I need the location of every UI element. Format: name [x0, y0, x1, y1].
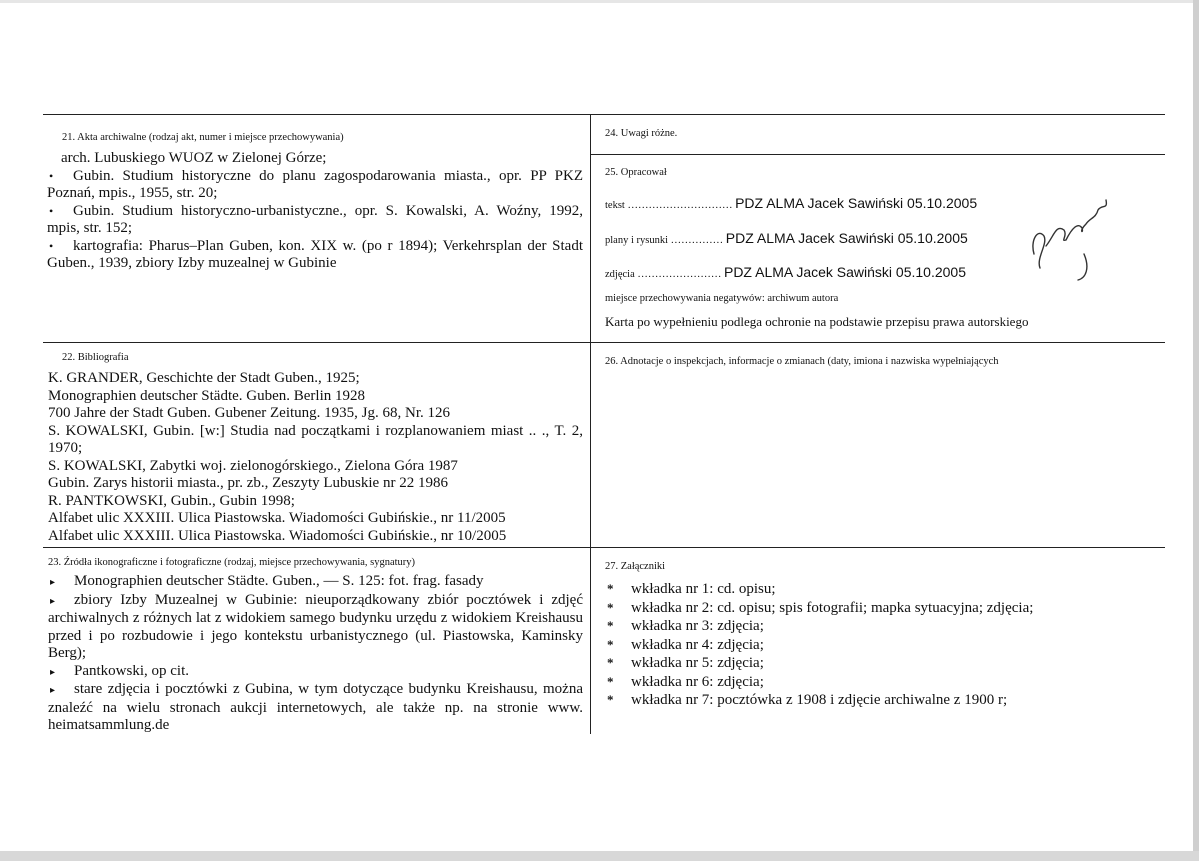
- section-27-header: 27. Załączniki: [605, 561, 666, 572]
- attachment-item: * wkładka nr 7: pocztówka z 1908 i zdjęcie archiwalne z 1900 r;: [607, 692, 1008, 708]
- attachment-item: * wkładka nr 5: zdjęcia;: [607, 655, 764, 671]
- credit-row-plans: plany i rysunki …………… PDZ ALMA Jacek Sawiński 05.10.2005: [605, 230, 968, 246]
- copyright-notice: Karta po wypełnieniu podlega ochronie na podstawie przepisu prawa autorskiego: [605, 314, 1029, 329]
- bibliography-entry: Alfabet ulic XXXIII. Ulica Piastowska. Wiadomości Gubińskie., nr 10/2005: [48, 527, 507, 544]
- section-23-body: [48, 573, 583, 735]
- bibliography-entry: S. KOWALSKI, Gubin. [w:] Studia nad początkami i rozplanowaniem miast .. ., T. 2, 1970;: [48, 422, 583, 456]
- bullet-star-icon: *: [607, 655, 614, 670]
- list-item: ▸ zbiory Izby Muzealnej w Gubinie: nieuporządkowany zbiór pocztówek i zdjęć archiwalnych z różnych lat z widokiem samego budynku urzędu z widokiem Kreishausu przed i po rozbudowie i jego kontekstu urbanistycznego (ul. Piastowska, Kaminsky Berg);: [48, 591, 583, 661]
- section-21-header: 21. Akta archiwalne (rodzaj akt, numer i miejsce przechowywania): [62, 132, 344, 143]
- list-item: ▸ Pantkowski, op cit.: [48, 663, 583, 682]
- bullet-star-icon: *: [607, 673, 614, 689]
- rule-24-25: [590, 154, 1165, 155]
- bullet-star-icon: *: [607, 618, 614, 633]
- attachment-item: * wkładka nr 3: zdjęcia;: [607, 618, 764, 634]
- list-item: • Gubin. Studium historyczno-urbanistyczne., opr. S. Kowalski, A. Woźny, 1992, mpis, str. 152;: [47, 202, 583, 236]
- bullet-arrow-icon: ▸: [50, 666, 56, 678]
- rule-center: [590, 114, 591, 734]
- bullet-star-icon: *: [607, 636, 614, 652]
- bullet-star-icon: *: [607, 692, 614, 707]
- bullet-dot-icon: •: [49, 238, 54, 253]
- list-item: • kartografia: Pharus–Plan Guben, kon. XIX w. (po r 1894); Verkehrsplan der Stadt Guben., 1939, zbiory Izby muzealnej w Gubinie: [47, 237, 583, 271]
- page-edge-bottom: [0, 851, 1199, 861]
- list-item: • Gubin. Studium historyczne do planu zagospodarowania miasta., opr. PP PKZ Poznań, mpis., 1955, str. 20;: [47, 167, 583, 201]
- credit-row-text: tekst ………………………… PDZ ALMA Jacek Sawiński 05.10.2005: [605, 195, 978, 211]
- page-edge-top: [0, 0, 1199, 3]
- attachment-item: * wkładka nr 1: cd. opisu;: [607, 581, 776, 597]
- rule-lower: [43, 547, 1165, 548]
- bibliography-entry: Alfabet ulic XXXIII. Ulica Piastowska. Wiadomości Gubińskie., nr 11/2005: [48, 510, 506, 526]
- bibliography-entry: S. KOWALSKI, Zabytki woj. zielonogórskiego., Zielona Góra 1987: [48, 457, 458, 474]
- negatives-storage: miejsce przechowywania negatywów: archiwum autora: [605, 293, 839, 304]
- bullet-arrow-icon: ▸: [50, 685, 56, 696]
- bullet-star-icon: *: [607, 581, 614, 596]
- section-26-header: 26. Adnotacje o inspekcjach, informacje o zmianach (daty, imiona i nazwiska wypełniających: [605, 356, 999, 367]
- attachment-item: * wkładka nr 2: cd. opisu; spis fotografii; mapka sytuacyjna; zdjęcia;: [607, 599, 1034, 616]
- bibliography-entry: Monographien deutscher Städte. Guben. Berlin 1928: [48, 387, 366, 404]
- section-23-header: 23. Źródła ikonograficzne i fotograficzne (rodzaj, miejsce przechowywania, sygnatury): [48, 557, 416, 568]
- bullet-star-icon: *: [607, 599, 614, 615]
- bullet-arrow-icon: ▸: [50, 595, 56, 607]
- section-22-body: [48, 370, 583, 545]
- section-22-header: 22. Bibliografia: [62, 352, 129, 363]
- bibliography-entry: Gubin. Zarys historii miasta., pr. zb., Zeszyty Lubuskie nr 22 1986: [48, 475, 448, 491]
- section-21-intro: arch. Lubuskiego WUOZ w Zielonej Górze;: [61, 150, 327, 166]
- rule-mid: [43, 342, 1165, 343]
- bibliography-entry: 700 Jahre der Stadt Guben. Gubener Zeitung. 1935, Jg. 68, Nr. 126: [48, 405, 451, 421]
- bullet-dot-icon: •: [49, 168, 54, 183]
- section-24-header: 24. Uwagi różne.: [605, 128, 678, 139]
- list-item: ▸ Monographien deutscher Städte. Guben., — S. 125: fot. frag. fasady: [48, 573, 583, 592]
- bibliography-entry: R. PANTKOWSKI, Gubin., Gubin 1998;: [48, 492, 295, 509]
- section-21-body: [47, 150, 583, 273]
- bullet-arrow-icon: ▸: [50, 577, 56, 588]
- rule-top: [43, 114, 1165, 115]
- page-edge-right: [1193, 0, 1199, 861]
- bibliography-entry: K. GRANDER, Geschichte der Stadt Guben., 1925;: [48, 370, 360, 386]
- bullet-dot-icon: •: [49, 203, 54, 218]
- section-25-header: 25. Opracował: [605, 167, 667, 178]
- attachment-item: * wkładka nr 6: zdjęcia;: [607, 673, 764, 690]
- attachment-item: * wkładka nr 4: zdjęcia;: [607, 636, 764, 653]
- list-item: ▸ stare zdjęcia i pocztówki z Gubina, w tym dotyczące budynku Kreishausu, można znaleźć na wielu stronach aukcji internetowych, ale także np. na stronie www. heimatsammlung.de: [48, 681, 583, 733]
- handwritten-signature: [1020, 188, 1120, 288]
- credit-row-photos: zdjęcia …………………… PDZ ALMA Jacek Sawiński 05.10.2005: [605, 264, 967, 280]
- section-27-body: [605, 580, 1165, 710]
